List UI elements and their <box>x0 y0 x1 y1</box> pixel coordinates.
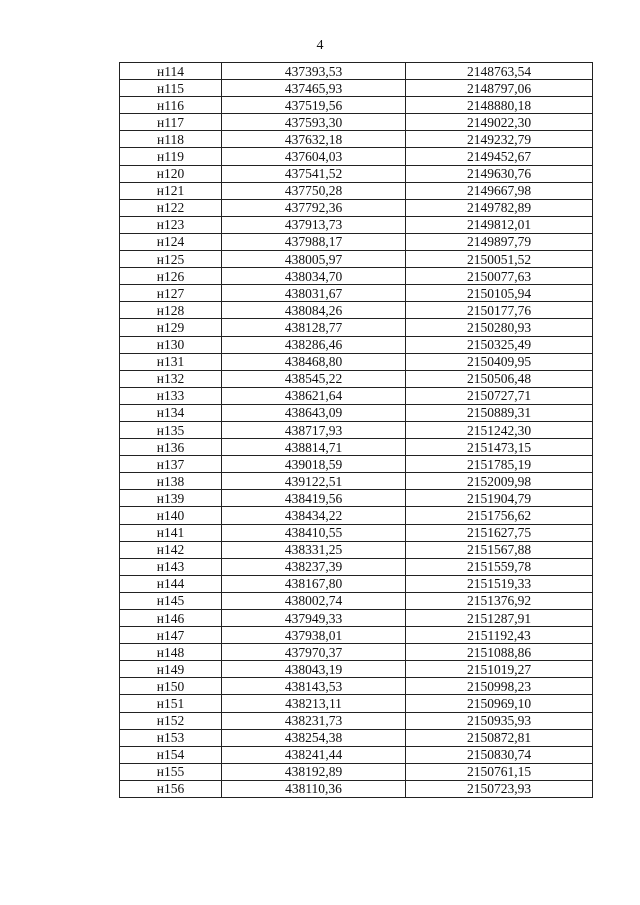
y-coordinate-cell: 2149630,76 <box>406 165 593 182</box>
point-id-cell: н139 <box>120 490 222 507</box>
y-coordinate-cell: 2150280,93 <box>406 319 593 336</box>
x-coordinate-cell: 438410,55 <box>222 524 406 541</box>
y-coordinate-cell: 2150506,48 <box>406 370 593 387</box>
x-coordinate-cell: 438434,22 <box>222 507 406 524</box>
coordinates-table <box>119 62 593 798</box>
table-row <box>120 575 593 592</box>
table-row <box>120 233 593 250</box>
point-id-cell: н138 <box>120 473 222 490</box>
table-row <box>120 370 593 387</box>
x-coordinate-cell: 437393,53 <box>222 63 406 80</box>
table-row <box>120 524 593 541</box>
point-id-cell: н131 <box>120 353 222 370</box>
y-coordinate-cell: 2151785,19 <box>406 456 593 473</box>
point-id-cell: н120 <box>120 165 222 182</box>
table-row <box>120 644 593 661</box>
table-row <box>120 387 593 404</box>
table-row <box>120 661 593 678</box>
table-row <box>120 404 593 421</box>
x-coordinate-cell: 437593,30 <box>222 114 406 131</box>
x-coordinate-cell: 438231,73 <box>222 712 406 729</box>
table-row <box>120 729 593 746</box>
table-row <box>120 473 593 490</box>
x-coordinate-cell: 437949,33 <box>222 610 406 627</box>
y-coordinate-cell: 2151756,62 <box>406 507 593 524</box>
x-coordinate-cell: 439018,59 <box>222 456 406 473</box>
x-coordinate-cell: 438286,46 <box>222 336 406 353</box>
table-row <box>120 746 593 763</box>
table-row <box>120 148 593 165</box>
table-row <box>120 695 593 712</box>
point-id-cell: н141 <box>120 524 222 541</box>
point-id-cell: н150 <box>120 678 222 695</box>
y-coordinate-cell: 2151192,43 <box>406 627 593 644</box>
table-row <box>120 63 593 80</box>
x-coordinate-cell: 437938,01 <box>222 627 406 644</box>
y-coordinate-cell: 2149452,67 <box>406 148 593 165</box>
table-row <box>120 114 593 131</box>
x-coordinate-cell: 437519,56 <box>222 97 406 114</box>
x-coordinate-cell: 437541,52 <box>222 165 406 182</box>
x-coordinate-cell: 438643,09 <box>222 404 406 421</box>
table-row <box>120 712 593 729</box>
table-row <box>120 780 593 797</box>
y-coordinate-cell: 2151242,30 <box>406 421 593 438</box>
point-id-cell: н127 <box>120 285 222 302</box>
x-coordinate-cell: 438419,56 <box>222 490 406 507</box>
table-row <box>120 421 593 438</box>
point-id-cell: н152 <box>120 712 222 729</box>
y-coordinate-cell: 2150969,10 <box>406 695 593 712</box>
y-coordinate-cell: 2150177,76 <box>406 302 593 319</box>
point-id-cell: н122 <box>120 199 222 216</box>
point-id-cell: н114 <box>120 63 222 80</box>
point-id-cell: н133 <box>120 387 222 404</box>
point-id-cell: н126 <box>120 268 222 285</box>
table-row <box>120 165 593 182</box>
y-coordinate-cell: 2151627,75 <box>406 524 593 541</box>
x-coordinate-cell: 438167,80 <box>222 575 406 592</box>
point-id-cell: н119 <box>120 148 222 165</box>
y-coordinate-cell: 2151287,91 <box>406 610 593 627</box>
x-coordinate-cell: 438005,97 <box>222 251 406 268</box>
point-id-cell: н148 <box>120 644 222 661</box>
table-row <box>120 80 593 97</box>
table-row <box>120 97 593 114</box>
y-coordinate-cell: 2149897,79 <box>406 233 593 250</box>
y-coordinate-cell: 2149667,98 <box>406 182 593 199</box>
x-coordinate-cell: 438002,74 <box>222 592 406 609</box>
table-row <box>120 285 593 302</box>
x-coordinate-cell: 437750,28 <box>222 182 406 199</box>
x-coordinate-cell: 438331,25 <box>222 541 406 558</box>
x-coordinate-cell: 438043,19 <box>222 661 406 678</box>
y-coordinate-cell: 2151904,79 <box>406 490 593 507</box>
point-id-cell: н117 <box>120 114 222 131</box>
point-id-cell: н151 <box>120 695 222 712</box>
y-coordinate-cell: 2150872,81 <box>406 729 593 746</box>
y-coordinate-cell: 2150077,63 <box>406 268 593 285</box>
y-coordinate-cell: 2152009,98 <box>406 473 593 490</box>
point-id-cell: н145 <box>120 592 222 609</box>
y-coordinate-cell: 2150325,49 <box>406 336 593 353</box>
point-id-cell: н135 <box>120 421 222 438</box>
point-id-cell: н153 <box>120 729 222 746</box>
point-id-cell: н115 <box>120 80 222 97</box>
point-id-cell: н116 <box>120 97 222 114</box>
point-id-cell: н124 <box>120 233 222 250</box>
point-id-cell: н134 <box>120 404 222 421</box>
table-row <box>120 507 593 524</box>
point-id-cell: н130 <box>120 336 222 353</box>
point-id-cell: н132 <box>120 370 222 387</box>
x-coordinate-cell: 438237,39 <box>222 558 406 575</box>
point-id-cell: н142 <box>120 541 222 558</box>
coordinates-table-body <box>120 63 593 798</box>
table-row <box>120 268 593 285</box>
point-id-cell: н128 <box>120 302 222 319</box>
x-coordinate-cell: 438192,89 <box>222 763 406 780</box>
y-coordinate-cell: 2149232,79 <box>406 131 593 148</box>
y-coordinate-cell: 2151088,86 <box>406 644 593 661</box>
table-row <box>120 182 593 199</box>
table-row <box>120 610 593 627</box>
point-id-cell: н143 <box>120 558 222 575</box>
point-id-cell: н137 <box>120 456 222 473</box>
point-id-cell: н140 <box>120 507 222 524</box>
y-coordinate-cell: 2150409,95 <box>406 353 593 370</box>
y-coordinate-cell: 2151473,15 <box>406 439 593 456</box>
x-coordinate-cell: 438034,70 <box>222 268 406 285</box>
point-id-cell: н156 <box>120 780 222 797</box>
y-coordinate-cell: 2151019,27 <box>406 661 593 678</box>
y-coordinate-cell: 2150889,31 <box>406 404 593 421</box>
table-row <box>120 319 593 336</box>
table-row <box>120 131 593 148</box>
y-coordinate-cell: 2150727,71 <box>406 387 593 404</box>
x-coordinate-cell: 438545,22 <box>222 370 406 387</box>
x-coordinate-cell: 438128,77 <box>222 319 406 336</box>
table-row <box>120 592 593 609</box>
x-coordinate-cell: 438143,53 <box>222 678 406 695</box>
y-coordinate-cell: 2150723,93 <box>406 780 593 797</box>
y-coordinate-cell: 2151519,33 <box>406 575 593 592</box>
table-row <box>120 558 593 575</box>
y-coordinate-cell: 2149812,01 <box>406 216 593 233</box>
y-coordinate-cell: 2149782,89 <box>406 199 593 216</box>
point-id-cell: н118 <box>120 131 222 148</box>
x-coordinate-cell: 437913,73 <box>222 216 406 233</box>
y-coordinate-cell: 2148880,18 <box>406 97 593 114</box>
x-coordinate-cell: 438814,71 <box>222 439 406 456</box>
y-coordinate-cell: 2150761,15 <box>406 763 593 780</box>
table-row <box>120 541 593 558</box>
point-id-cell: н123 <box>120 216 222 233</box>
x-coordinate-cell: 437632,18 <box>222 131 406 148</box>
x-coordinate-cell: 438110,36 <box>222 780 406 797</box>
x-coordinate-cell: 438084,26 <box>222 302 406 319</box>
x-coordinate-cell: 438717,93 <box>222 421 406 438</box>
table-row <box>120 678 593 695</box>
table-row <box>120 439 593 456</box>
x-coordinate-cell: 437792,36 <box>222 199 406 216</box>
point-id-cell: н155 <box>120 763 222 780</box>
table-row <box>120 251 593 268</box>
table-row <box>120 490 593 507</box>
point-id-cell: н147 <box>120 627 222 644</box>
x-coordinate-cell: 438241,44 <box>222 746 406 763</box>
x-coordinate-cell: 437465,93 <box>222 80 406 97</box>
x-coordinate-cell: 438254,38 <box>222 729 406 746</box>
point-id-cell: н125 <box>120 251 222 268</box>
point-id-cell: н149 <box>120 661 222 678</box>
x-coordinate-cell: 437988,17 <box>222 233 406 250</box>
table-row <box>120 302 593 319</box>
y-coordinate-cell: 2148797,06 <box>406 80 593 97</box>
y-coordinate-cell: 2151567,88 <box>406 541 593 558</box>
table-row <box>120 353 593 370</box>
point-id-cell: н121 <box>120 182 222 199</box>
y-coordinate-cell: 2150998,23 <box>406 678 593 695</box>
y-coordinate-cell: 2151376,92 <box>406 592 593 609</box>
x-coordinate-cell: 438031,67 <box>222 285 406 302</box>
y-coordinate-cell: 2149022,30 <box>406 114 593 131</box>
x-coordinate-cell: 439122,51 <box>222 473 406 490</box>
point-id-cell: н136 <box>120 439 222 456</box>
point-id-cell: н154 <box>120 746 222 763</box>
x-coordinate-cell: 438468,80 <box>222 353 406 370</box>
table-row <box>120 199 593 216</box>
y-coordinate-cell: 2150051,52 <box>406 251 593 268</box>
table-row <box>120 763 593 780</box>
table-row <box>120 627 593 644</box>
table-row <box>120 456 593 473</box>
y-coordinate-cell: 2150830,74 <box>406 746 593 763</box>
y-coordinate-cell: 2151559,78 <box>406 558 593 575</box>
point-id-cell: н129 <box>120 319 222 336</box>
table-row <box>120 216 593 233</box>
x-coordinate-cell: 438213,11 <box>222 695 406 712</box>
point-id-cell: н144 <box>120 575 222 592</box>
point-id-cell: н146 <box>120 610 222 627</box>
page-number: 4 <box>316 38 324 53</box>
x-coordinate-cell: 437970,37 <box>222 644 406 661</box>
y-coordinate-cell: 2150935,93 <box>406 712 593 729</box>
x-coordinate-cell: 438621,64 <box>222 387 406 404</box>
y-coordinate-cell: 2148763,54 <box>406 63 593 80</box>
table-row <box>120 336 593 353</box>
x-coordinate-cell: 437604,03 <box>222 148 406 165</box>
y-coordinate-cell: 2150105,94 <box>406 285 593 302</box>
